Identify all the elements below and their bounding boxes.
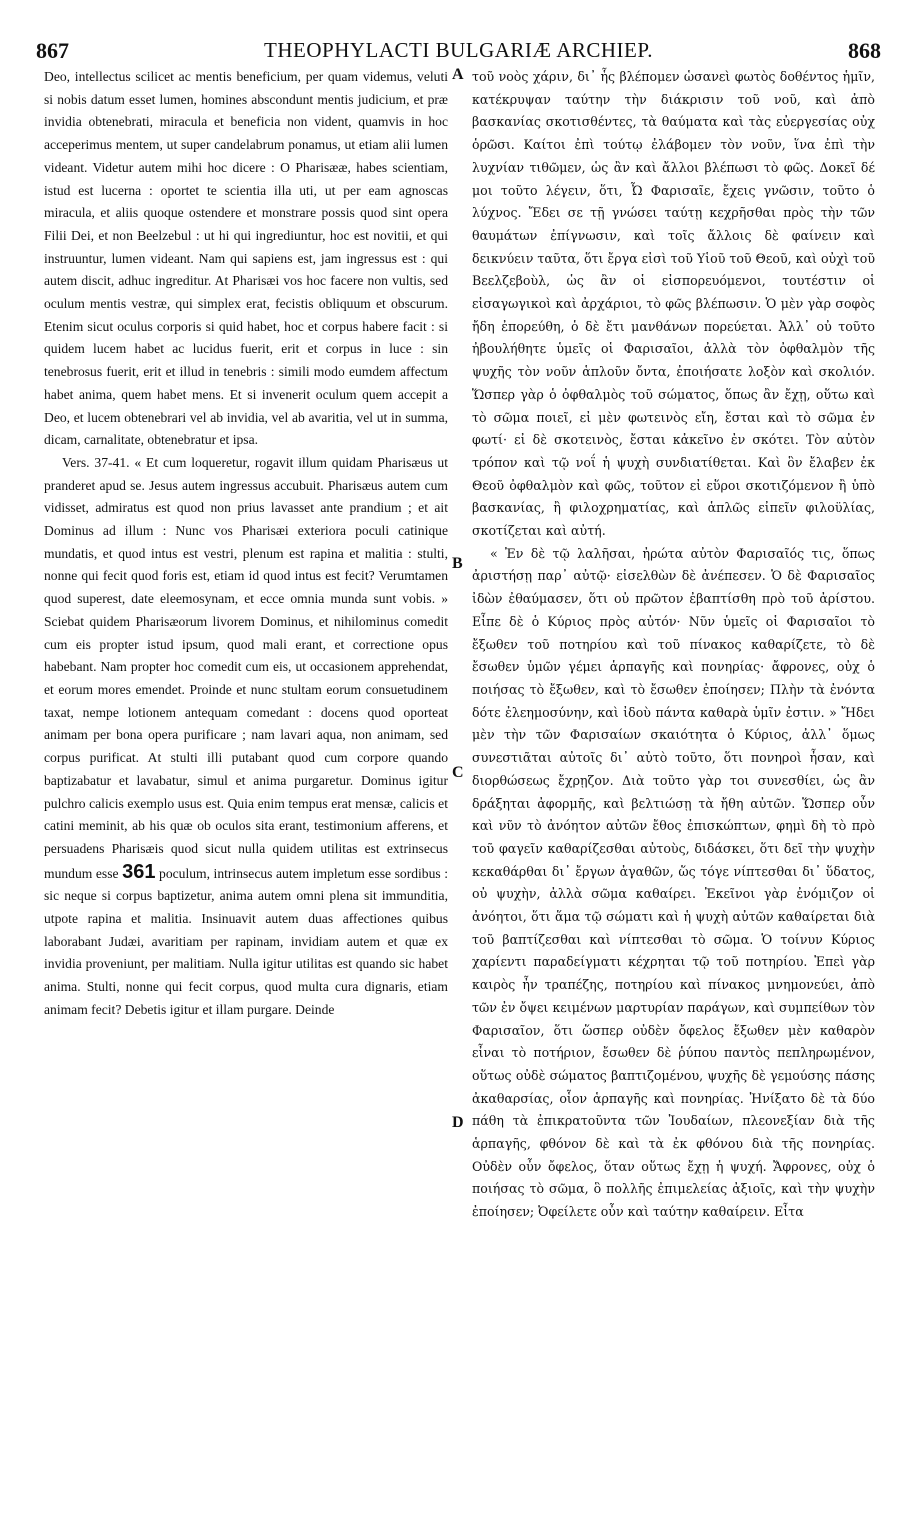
latin-paragraph — [44, 452, 448, 1022]
margin-marker-b: B — [452, 555, 463, 572]
latin-text: poculum, intrinsecus autem impletum esse sordibus : sic neque si corpus baptizetur, anima autem omni plena sit immunditia, utpote rapina et malitia. Insinuavit autem duas affectiones quibus laborabant Judæi, avaritiam per rapinam, invidiam autem et quæ ex invidia proveniunt, per malitiam. Nulla igitur utilitas est quando sic habet anima. Stulti, nonne qui fecit corpus, quod multa cura dignaris, etiam animam fecit? Debetis igitur et illam purgare. Deinde — [44, 865, 448, 1017]
page-number-right: 868 — [848, 38, 881, 63]
page-header — [36, 38, 881, 64]
latin-paragraph: Deo, intellectus scilicet ac mentis beneficium, per quam videmus, veluti si nobis datum esset lumen, homines abscondunt mentis judicium, et præ invidia obtenebrati, miracula et beneficia non vident, quamvis in hoc acceperimus mentem, ut super candelabrum ponamus, ut etiam alii lumen videant. Videtur autem mihi hoc dicere : O Pharisææ, habes scientiam, istud est lucerna : oportet te scientia illa uti, ut per eam agnoscas miracula, et aliis quoque ostendere et monstrare possis quod sint opera Filii Dei, et non Beelzebul : ut hi qui ingrediuntur, hoc est novitii, et qui instruuntur, lumen videant. Nam qui sapiens est, jam ingressus est : qui autem discit, adhuc ingreditur. At Pharisæi vos hoc facere non vultis, sed oculum mentis vestræ, qui simplex erat, fecistis obliquum et obscurum. Etenim sicut oculus corporis si quid habet, hoc et corpus habere facit : si quidem lucem habet ac lucidus fuerit, erit et corpus in luce : sin tenebrosus fuerit, erit et illud in tenebris : simili modo eumdem affectum habet anima, quem habet mens. Et si invenerit oculum quem accepit a Deo, et lucem obtenebrari vel ab invidia, vel ab avaritia, vel ut in summa, dicam, carnalitate, obtenebratur et ipsa. — [44, 69, 448, 448]
page-number-left: 867 — [36, 38, 69, 63]
latin-text: Vers. 37-41. « Et cum loqueretur, rogavit illum quidam Pharisæus ut pranderet apud se. Jesus autem ingressus accubuit. Pharisæus autem cum vidisset, admiratus est quod non prius lavasset ante prandium ; et ait Dominus ad illum : Nunc vos Pharisæi exteriora poculi catinique mundatis, et quod intus est vestri, plenum est rapina et malitia : stulti, nonne qui fecit quod foris est, etiam id quod intus est fecit? Verumtamen quod superest, date eleemosynam, et ecce omnia munda sunt vobis. » Sciebat quidem Pharisæorum livorem Dominus, et nihilominus comedit cum eis propter istud ipsum, quod mali erant, et correctione opus habebant. Nam propter hoc comedit cum eis, ut occasionem apprehendat, et eorum mores emendet. Proinde et nunc stultam eorum consuetudinem taxat, nempe lotionem antequam comedant : docens quod oporteat animam per bona opera purificare ; nam lavari aqua, non animam, sed corpus purificat. At stulti illi putabant quod cum corpore quando baptizabatur et lavabatur, simul et anima purgaretur. Dominus igitur pulchro calicis exemplo usus est. Quia enim tempus erat mensæ, calicis et catini meminit, ab his quæ ob oculos sita erant, testimonium afferens, et persuadens Pharisæis quod sicut nulla quidem utilitas est extrinsecus mundum esse — [44, 454, 448, 881]
margin-marker-c: C — [452, 764, 464, 781]
margin-marker-a: A — [452, 66, 464, 83]
running-title: THEOPHYLACTI BULGARIÆ ARCHIEP. — [264, 38, 653, 62]
margin-marker-d: D — [452, 1114, 464, 1131]
latin-column — [44, 66, 448, 1518]
greek-column — [472, 66, 875, 1518]
greek-paragraph: « Ἐν δὲ τῷ λαλῆσαι, ἠρώτα αὐτὸν Φαρισαῖός τις, ὅπως ἀριστήσῃ παρ᾽ αὐτῷ· εἰσελθὼν δὲ ἀνέπεσεν. Ὁ δὲ Φαρισαῖος ἰδὼν ἐθαύμασεν, ὅτι οὐ πρῶτον ἐβαπτίσθη πρὸ τοῦ ἀρίστου. Εἶπε δὲ ὁ Κύριος πρὸς αὐτόν· Νῦν ὑμεῖς οἱ Φαρισαῖοι τὸ ἔξωθεν τοῦ ποτηρίου καὶ τοῦ πίνακος καθαρίζετε, τὸ δὲ ἔσωθεν ὑμῶν γέμει ἁρπαγῆς καὶ πονηρίας· ἄφρονες, οὐχ ὁ ποιήσας τὸ ἔξωθεν, καὶ τὸ ἔσωθεν ἐποίησεν; Πλὴν τὰ ἐνόντα δότε ἐλεημοσύνην, καὶ ἰδοὺ πάντα καθαρὰ ὑμῖν ἐστιν. » Ἤδει μὲν τὴν τῶν Φαρισαίων σκαιότητα ὁ Κύριος, ἀλλ᾽ ὅμως συνεστιᾶται αὐτοῖς δι᾽ αὐτὸ τοῦτο, ὅτι πονηροὶ ἦσαν, καὶ διορθώσεως ἔχρῃζον. Διὰ τοῦτο γὰρ τοι συνεσθίει, ὡς ἂν δράξηται ἀφορμῆς, καὶ βελτιώσῃ τὰ ἤθη αὐτῶν. Ὥσπερ οὖν καὶ νῦν τὸ ἀνόητον αὐτῶν ἔθος ἐπισκώπτων, φημὶ δὴ τὸ πρὸ τοῦ φαγεῖν καθαρίζεσθαι αὐτοὺς, διδάσκει, ὅτι δεῖ τὴν ψυχὴν κεκαθάρθαι δι᾽ ἔργων ἀγαθῶν, ὥς τόγε νίπτεσθαι δι᾽ ὕδατος, οὐ ψυχὴν, ἀλλὰ σῶμα καθαίρει. Ἐκεῖνοι γὰρ ἐνόμιζον οἱ ἀνόητοι, ὅτι ἅμα τῷ σώματι καὶ ἡ ψυχὴ αὐτῶν καθαίρεται διὰ τοῦ βαπτίζεσθαι καὶ νίπτεσθαι τὸ σῶμα. Ὁ τοίνυν Κύριος χαρίεντι παραδείγματι κέχρηται τῷ τοῦ ποτηρίου. Ἐπεὶ γὰρ καιρὸς ἦν τραπέζης, ποτηρίου καὶ πίνακος μνημονεύει, ἀπὸ τῶν ἐν ὄψει κειμένων μαρτυρίαν παράγων, καὶ συμπείθων τὸν Φαρισαῖον, ὅτι ὥσπερ οὐδὲν ὄφελος ἔξωθεν μὲν καθαρὸν εἶναι τὸ ποτήριον, ἔσωθεν δὲ ῥύπου παντὸς πεπληρωμένον, οὕτως οὐδὲ σώματος βαπτιζομένου, ψυχῆς δὲ γεμούσης πάσης ἀκαθαρσίας, οἷον ἁρπαγῆς καὶ πονηρίας. Ἠνίξατο δὲ τὰ δύο πάθη τὰ ἐπικρατοῦντα τῶν Ἰουδαίων, πλεονεξίαν διὰ τῆς ἁρπαγῆς, φθόνον δὲ καὶ τὰ ἐκ φθόνου διὰ τῆς πονηρίας. Οὐδὲν οὖν ὄφελος, ὅταν οὕτως ἔχῃ ἡ ψυχή. Ἄφρονες, οὐχ ὁ ποιήσας τὸ σῶμα, ὃ πολλῆς ἐπιμελείας ἀξιοῖς, καὶ τὴν ψυχὴν ἐποίησεν; Ὀφείλετε οὖν καὶ ταύτην καθαίρειν. Εἶτα — [472, 545, 875, 1220]
column-number: 361 — [122, 860, 156, 883]
greek-paragraph: τοῦ νοὸς χάριν, δι᾽ ἧς βλέπομεν ὡσανεὶ φωτὸς δοθέντος ἡμῖν, κατέκρυψαν ταύτην τὴν διάκρισιν τοῦ νοῦ, καὶ ἀπὸ βασκανίας σκοτισθέντες, τὰ θαύματα καὶ τὰς εὐεργεσίας οὐχ ὁρῶσι. Καίτοι ἐπὶ τούτῳ ἐλάβομεν τὸν νοῦν, ἵνα ἐπὶ τὴν λυχνίαν τιθῶμεν, ὡς ἂν καὶ ἄλλοι βλέπωσι τὸ φῶς. Δοκεῖ δέ μοι τοῦτο λέγειν, ὅτι, Ὦ Φαρισαῖε, ἔχεις γνῶσιν, τοῦτο ὁ λύχνος. Ἔδει σε τῇ γνώσει ταύτῃ κεχρῆσθαι πρὸς τὴν τῶν θαυμάτων ἐπίγνωσιν, καὶ τοῖς ἄλλοις δὲ φαίνειν καὶ δεικνύειν ταῦτα, ὅτι ἔργα εἰσὶ τοῦ Υἱοῦ τοῦ Θεοῦ, καὶ οὐχὶ τοῦ Βεελζεβοὺλ, ὡς ἂν οἱ εἰσπορευόμενοι, τουτέστιν οἱ εἰσαγωγικοὶ καὶ ἀρχάριοι, τὸ φῶς βλέπωσιν. Ὁ μὲν γὰρ σοφὸς ἤδη ἐπορεύθη, ὁ δὲ ἔτι μανθάνων πορεύεται. Ἀλλ᾽ οὐ τοῦτο ἠβουλήθητε ὑμεῖς οἱ Φαρισαῖοι, ἀλλὰ τὸν ὀφθαλμὸν τῆς ψυχῆς τὸν νοῦν ἁπλοῦν ὄντα, ἐποιήσατε λοξὸν καὶ σκολιόν. Ὥσπερ γὰρ ὁ ὀφθαλμὸς τοῦ σώματος, ὅπως ἂν ἔχῃ, οὕτω καὶ τὸ σῶμα ποιεῖ, εἰ μὲν φωτεινὸς εἴη, ἔσται καὶ τὸ σῶμα ἐν φωτί· εἰ δὲ σκοτεινὸς, ἔσται κἀκεῖνο ἐν σκότει. Τὸν αὐτὸν τρόπον καὶ τῷ νοΐ ἡ ψυχὴ συνδιατίθεται. Καὶ ὃν ἔλαβεν ἐκ Θεοῦ ὀφθαλμὸν καὶ φῶς, τοῦτον εἰ εὕροι σκοτιζόμενον ἢ ὑπὸ βασκανίας, ἢ φιλοχρηματίας, καὶ ἁπλῶς εἰπεῖν φιλοϋλίας, σκοτίζεται καὶ αὐτή. — [472, 69, 875, 539]
